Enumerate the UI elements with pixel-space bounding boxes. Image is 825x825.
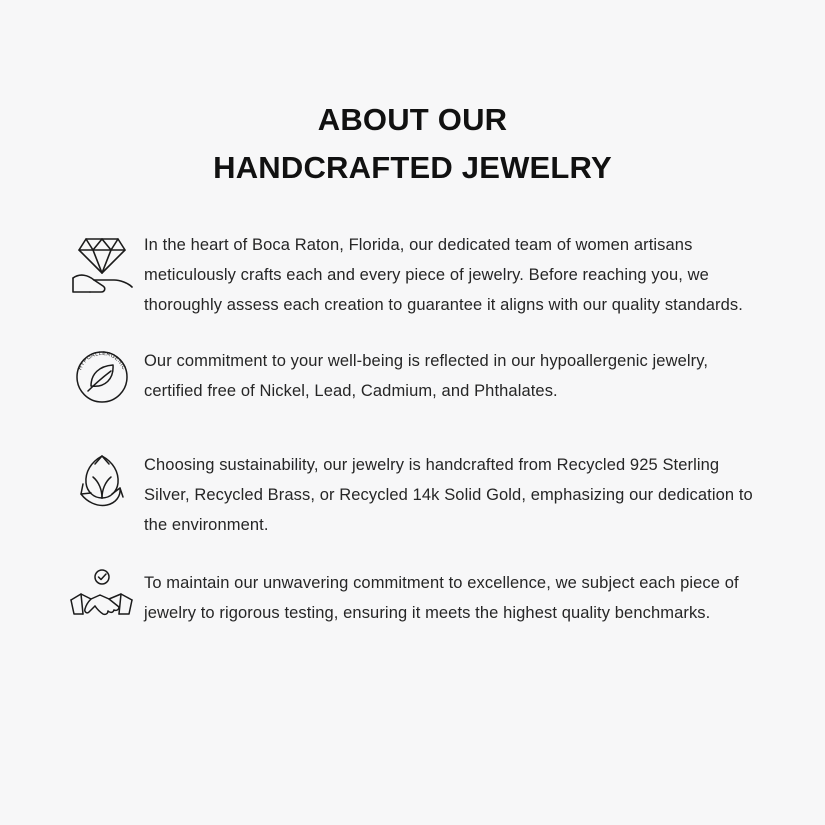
page-title xyxy=(60,96,765,192)
list-item xyxy=(60,566,765,642)
list-item xyxy=(60,344,765,420)
list-item-text: To maintain our unwavering commitment to excellence, we subject each piece of jewelry to rigorous testing, ensuring it meets the highest quality benchmarks. xyxy=(144,574,739,622)
list-item-text: Choosing sustainability, our jewelry is handcrafted from Recycled 925 Sterling Silver, Recycled Brass, or Recycled 14k Solid Gold, emphasizing our dedication to the environment. xyxy=(144,456,753,534)
list-item xyxy=(60,448,765,540)
page-title-line-2: HANDCRAFTED JEWELRY xyxy=(213,150,612,185)
recycled-leaves-icon xyxy=(60,448,144,524)
page-title-line-1: ABOUT OUR xyxy=(317,102,508,137)
handshake-check-icon xyxy=(60,566,144,642)
diamond-in-hand-icon xyxy=(60,228,144,304)
list-item xyxy=(60,228,765,320)
hypoallergenic-leaf-badge-icon xyxy=(60,344,144,420)
feature-list xyxy=(60,228,765,642)
list-item-text: In the heart of Boca Raton, Florida, our dedicated team of women artisans meticulously crafts each and every piece of jewelry. Before reaching you, we thoroughly assess each creation to guarantee it aligns with our quality standards. xyxy=(144,236,743,314)
svg-text:HYPOALLERGENIC: HYPOALLERGENIC xyxy=(77,350,127,372)
list-item-text: Our commitment to your well-being is reflected in our hypoallergenic jewelry, certified free of Nickel, Lead, Cadmium, and Phthalates. xyxy=(144,352,709,400)
